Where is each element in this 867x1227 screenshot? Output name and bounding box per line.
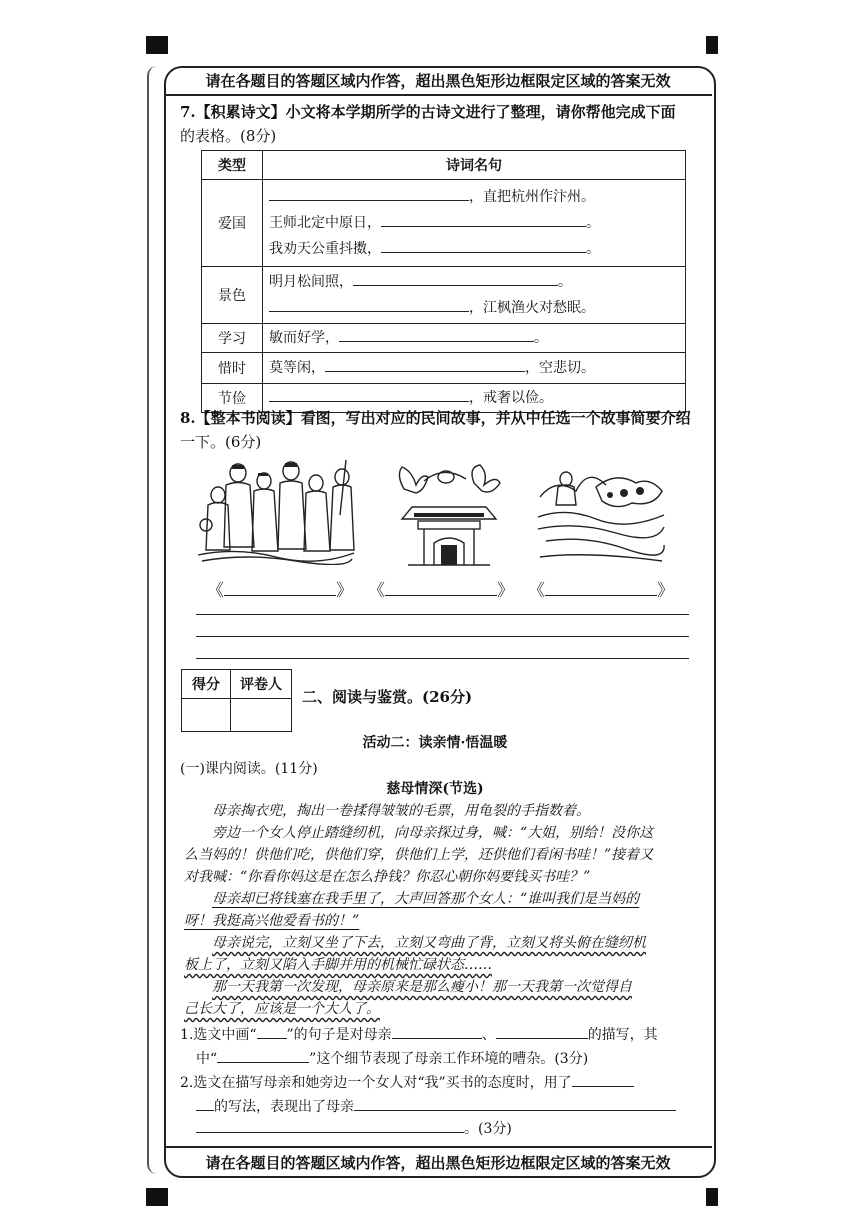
registration-mark-bottom-right	[706, 1188, 718, 1206]
answer-blank[interactable]	[354, 1094, 676, 1111]
question-text: 中“	[196, 1051, 218, 1067]
passage-line: 那一天我第一次发现，母亲原来是那么瘦小！那一天我第一次觉得自	[212, 979, 632, 995]
answer-blank[interactable]	[325, 355, 525, 372]
question-text: 1.选文中画“	[180, 1027, 257, 1043]
question-text: ”的句子是对母亲	[286, 1027, 392, 1043]
bracket-close: 》	[497, 581, 514, 601]
passage-paragraph-2	[184, 822, 689, 888]
passage-line: 母亲掏衣兜，掏出一卷揉得皱皱的毛票，用龟裂的手指数着。	[212, 803, 590, 819]
passage-paragraph-3	[184, 888, 689, 932]
passage-line: 对我喊：“你看你妈这是在怎么挣钱？你忍心朝你妈要钱买书哇？”	[184, 869, 591, 885]
row-lines-scenery	[263, 267, 686, 324]
grader-cell[interactable]	[231, 699, 292, 732]
section-2-title: 二、阅读与鉴赏。(26分)	[302, 688, 473, 706]
bracket-open: 《	[207, 581, 224, 601]
passage-title: 慈母情深(节选)	[386, 781, 484, 797]
poem-line-text: 。	[534, 330, 548, 346]
passage-paragraph-5	[184, 976, 689, 1020]
poem-line-text: 莫等闲，	[269, 360, 325, 376]
story-title-box-3[interactable]	[528, 576, 674, 601]
footer-banner: 请在各题目的答题区域内作答，超出黑色矩形边框限定区域的答案无效	[205, 1154, 671, 1172]
answer-blank[interactable]	[572, 1070, 634, 1087]
question-7-prompt	[180, 100, 695, 148]
question-8-line2: 一下。(6分)	[180, 433, 262, 451]
score-label: 得分	[182, 670, 231, 699]
question-text: 、	[481, 1027, 496, 1043]
footer-divider	[166, 1146, 712, 1148]
answer-blank[interactable]	[257, 1022, 287, 1039]
poem-table-header-type: 类型	[202, 151, 263, 180]
answer-blank[interactable]	[381, 236, 586, 253]
subquestion-2-line3	[180, 1116, 711, 1141]
poem-line-text: 。	[586, 215, 600, 231]
score-cell[interactable]	[182, 699, 231, 732]
binding-line	[147, 66, 157, 1174]
registration-mark-top-right	[706, 36, 718, 54]
passage-line: 板上了，立刻又陷入手脚并用的机械忙碌状态……	[184, 957, 492, 973]
grader-label: 评卷人	[231, 670, 292, 699]
question-text: ”这个细节表现了母亲工作环境的嘈杂。(3分)	[309, 1051, 589, 1067]
answer-line-1[interactable]	[196, 614, 689, 615]
answer-blank[interactable]	[269, 184, 469, 201]
story-title-box-1[interactable]	[207, 576, 353, 601]
passage-paragraph-4	[184, 932, 689, 976]
answer-blank[interactable]	[496, 1022, 588, 1039]
answer-blank[interactable]	[269, 385, 469, 402]
question-7-line1: 7.【积累诗文】小文将本学期所学的古诗文进行了整理，请你帮他完成下面	[180, 103, 676, 121]
row-type-thrift: 节俭	[202, 384, 263, 413]
subquestion-1-line2	[180, 1046, 711, 1071]
row-lines-time	[263, 353, 686, 384]
answer-blank[interactable]	[217, 1046, 309, 1063]
question-text: 的描写，其	[587, 1027, 658, 1043]
answer-blank[interactable]	[381, 210, 586, 227]
row-type-time: 惜时	[202, 353, 263, 384]
header-banner: 请在各题目的答题区域内作答，超出黑色矩形边框限定区域的答案无效	[205, 72, 671, 90]
answer-blank[interactable]	[545, 579, 657, 596]
poem-line-text: ，空悲切。	[525, 360, 595, 376]
subquestion-2-line1	[180, 1070, 695, 1095]
poem-line-text: 。	[558, 274, 572, 290]
answer-blank[interactable]	[339, 325, 534, 342]
question-8-line1: 8.【整本书阅读】看图，写出对应的民间故事，并从中任选一个故事简要介绍	[180, 409, 691, 427]
passage-line: 母亲却已将钱塞在我手里了，大声回答那个女人：“谁叫我们是当妈的	[212, 891, 640, 907]
registration-mark-bottom-left	[146, 1188, 168, 1206]
bracket-close: 》	[657, 581, 674, 601]
row-type-patriotic: 爱国	[202, 180, 263, 267]
question-7-line2: 的表格。(8分)	[180, 127, 277, 145]
answer-blank[interactable]	[196, 1094, 214, 1111]
passage-line: 己长大了，应该是一个大人了。	[184, 1001, 380, 1017]
poem-line-text: ，戒奢以俭。	[469, 390, 553, 406]
header-divider	[166, 94, 712, 96]
answer-line-3[interactable]	[196, 658, 689, 659]
answer-blank[interactable]	[224, 579, 336, 596]
answer-line-2[interactable]	[196, 636, 689, 637]
question-text: 。(3分)	[464, 1121, 512, 1137]
registration-mark-top-left	[146, 36, 168, 54]
row-type-study: 学习	[202, 324, 263, 353]
passage-paragraph-1	[184, 800, 689, 822]
poem-line-text: 敏而好学，	[269, 330, 339, 346]
poem-line-text: ，直把杭州作汴州。	[469, 189, 595, 205]
passage-line: 母亲说完，立刻又坐了下去，立刻又弯曲了背，立刻又将头俯在缝纫机	[212, 935, 646, 951]
story-title-box-2[interactable]	[368, 576, 514, 601]
answer-blank[interactable]	[385, 579, 497, 596]
poem-table	[201, 150, 686, 413]
poem-line-text: 我劝天公重抖擞，	[269, 241, 381, 257]
eight-immortals-illustration	[196, 455, 356, 565]
row-type-scenery: 景色	[202, 267, 263, 324]
question-8-prompt	[180, 406, 695, 454]
passage-line: 么当妈的！供他们吃，供他们穿，供他们上学，还供他们看闲书哇！”接着又	[184, 847, 654, 863]
poem-line-text: 明月松间照，	[269, 274, 353, 290]
bracket-open: 《	[368, 581, 385, 601]
poem-line-text: 王师北定中原日，	[269, 215, 381, 231]
passage-line: 旁边一个女人停止踏缝纫机，向母亲探过身，喊：“大姐，别给！没你这	[212, 825, 654, 841]
bracket-close: 》	[336, 581, 353, 601]
activity-title: 活动二：读亲情·悟温暖	[362, 735, 508, 751]
butterfly-tomb-illustration	[394, 461, 504, 571]
answer-blank[interactable]	[196, 1116, 464, 1133]
subsection-title: (一)课内阅读。(11分)	[180, 761, 318, 777]
row-lines-study	[263, 324, 686, 353]
poem-line-text: 。	[586, 241, 600, 257]
poem-table-header-lines: 诗词名句	[263, 151, 686, 180]
bracket-open: 《	[528, 581, 545, 601]
question-text: 的写法，表现出了母亲	[214, 1099, 354, 1115]
score-box	[181, 669, 292, 732]
heavenly-river-illustration	[536, 457, 666, 567]
answer-blank[interactable]	[392, 1022, 482, 1039]
passage-line: 呀！我挺高兴他爱看书的！”	[184, 913, 360, 929]
answer-blank[interactable]	[353, 269, 558, 286]
answer-blank[interactable]	[269, 295, 469, 312]
row-lines-patriotic	[263, 180, 686, 267]
poem-line-text: ，江枫渔火对愁眠。	[469, 300, 595, 316]
question-text: 2.选文在描写母亲和她旁边一个女人对“我”买书的态度时，用了	[180, 1075, 572, 1091]
subquestion-1-line1	[180, 1022, 695, 1047]
